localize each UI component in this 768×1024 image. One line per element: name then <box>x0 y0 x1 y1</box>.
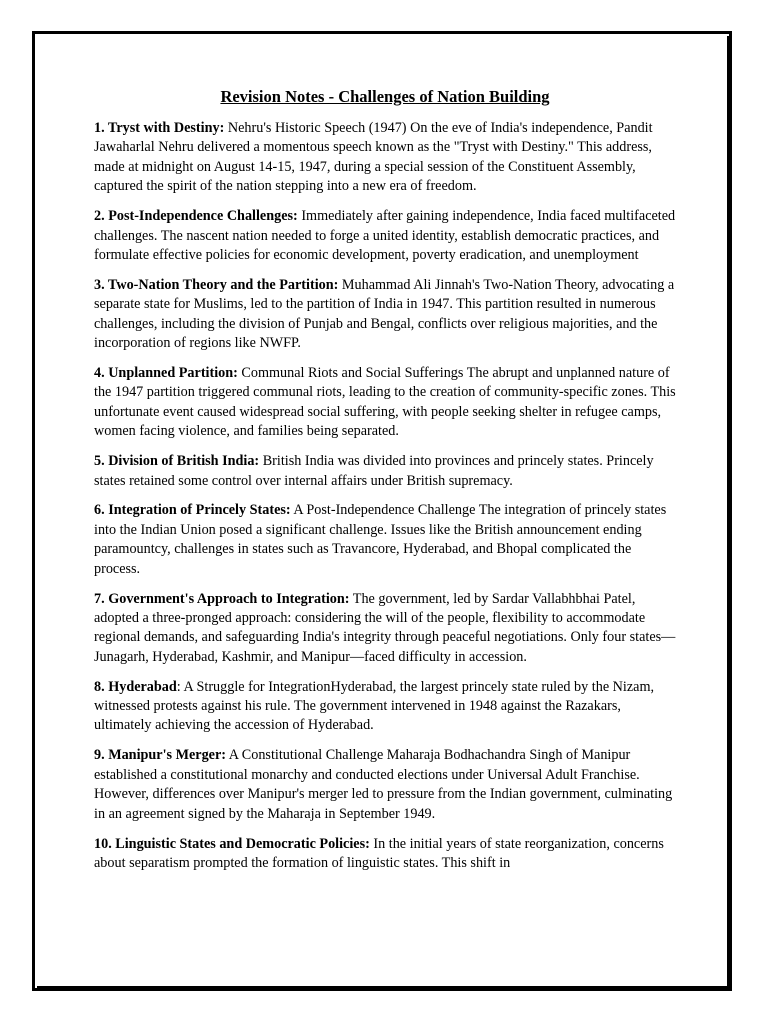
section-3 <box>94 276 676 354</box>
section-heading: 9. Manipur's Merger: <box>94 747 226 764</box>
section-heading: 4. Unplanned Partition: <box>94 364 238 381</box>
section-1 <box>94 119 676 197</box>
section-body: Nehru's Historic Speech (1947) On the eve of India's independence, Pandit Jawaharlal Nehru delivered a momentous speech known as the "Tryst with Destiny." This address, made at midnight on August 14-15, 1947, during a special session of the Constituent Assembly, captured the spirit of the nation stepping into a new era of freedom. <box>94 120 653 195</box>
section-body: : A Struggle for IntegrationHyderabad, the largest princely state ruled by the Nizam, witnessed protests against his rule. The government intervened in 1948 against the Razakars, ultimately achieving the accession of Hyderabad. <box>94 678 655 734</box>
section-heading: 6. Integration of Princely States: <box>94 502 291 519</box>
section-heading: 7. Government's Approach to Integration: <box>94 590 350 607</box>
document-title: Revision Notes - Challenges of Nation Building <box>220 87 550 106</box>
section-body: Communal Riots and Social Sufferings The abrupt and unplanned nature of the 1947 partition triggered communal riots, leading to the creation of community-specific zones. This unfortunate event caused widespread social suffering, with people seeking shelter in refugee camps, women facing violence, and families being separated. <box>94 364 676 440</box>
section-10 <box>94 835 676 874</box>
section-heading: 1. Tryst with Destiny: <box>94 120 225 136</box>
section-2 <box>94 207 676 265</box>
section-heading: 3. Two-Nation Theory and the Partition: <box>94 276 339 293</box>
section-body: The government, led by Sardar Vallabhbhai Patel, adopted a three-pronged approach: considering the will of the people, flexibility to accommodate regional demands, and safeguarding India's integrity through peaceful negotiations. Only four states—Junagarh, Hyderabad, Kashmir, and Manipur—faced difficulty in accession. <box>94 590 676 665</box>
section-7 <box>94 590 676 668</box>
section-8 <box>94 678 676 736</box>
section-body: In the initial years of state reorganization, concerns about separatism prompted the formation of linguistic states. This shift in <box>94 835 664 871</box>
section-body: A Post-Independence Challenge The integration of princely states into the Indian Union posed a significant challenge. Issues like the British announcement ending paramountcy, challenges in states such as Travancore, Hyderabad, and Bhopal complicated the process. <box>94 502 667 577</box>
section-body: Muhammad Ali Jinnah's Two-Nation Theory, advocating a separate state for Muslims, led to the partition of India in 1947. This partition resulted in numerous challenges, including the division of Punjab and Bengal, conflicts over religious majorities, and the incorporation of regions like NWFP. <box>94 276 675 352</box>
section-body: Immediately after gaining independence, India faced multifaceted challenges. The nascent nation needed to forge a united identity, establish democratic practices, and formulate effective policies for economic development, poverty eradication, and unemployment <box>94 208 676 263</box>
section-4 <box>94 364 676 442</box>
section-heading: 8. Hyderabad <box>94 678 177 695</box>
section-body: A Constitutional Challenge Maharaja Bodhachandra Singh of Manipur established a constitutional monarchy and conducted elections under Universal Adult Franchise. However, differences over Manipur's merger led to pressure from the Indian government, culminating in an agreement signed by the Maharaja in September 1949. <box>94 747 673 822</box>
section-body: British India was divided into provinces and princely states. Princely states retained some control over internal affairs under British supremacy. <box>94 453 654 489</box>
section-heading: 2. Post-Independence Challenges: <box>94 208 298 225</box>
section-5 <box>94 452 676 491</box>
section-9 <box>94 746 676 824</box>
section-heading: 10. Linguistic States and Democratic Policies: <box>94 835 370 852</box>
section-heading: 5. Division of British India: <box>94 453 260 470</box>
document-content <box>94 86 676 884</box>
section-6 <box>94 501 676 579</box>
